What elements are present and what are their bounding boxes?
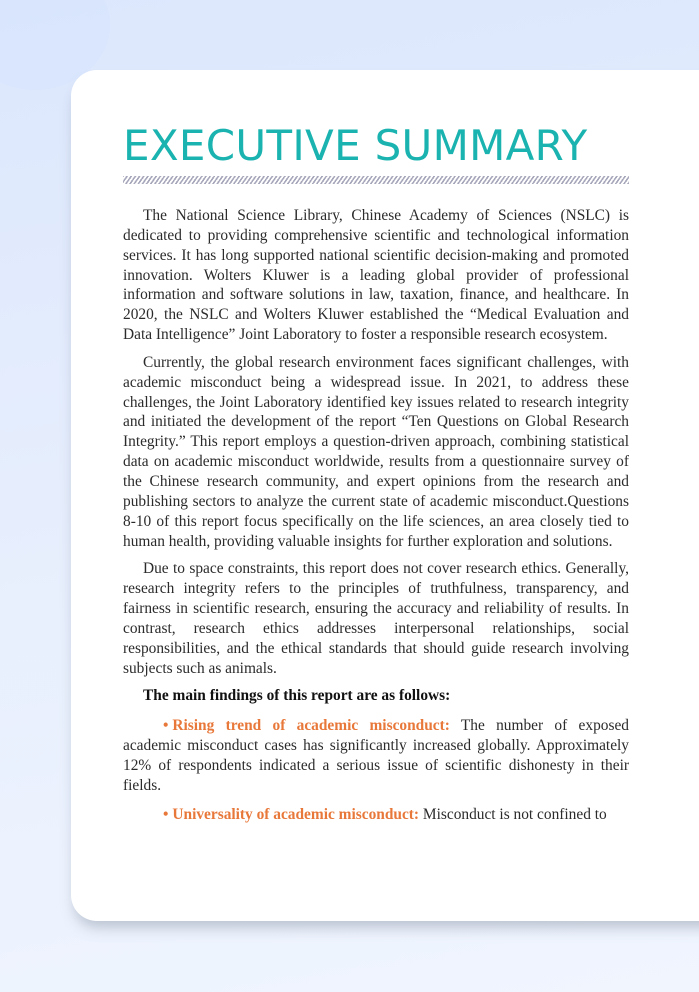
finding-item <box>123 805 629 825</box>
summary-body <box>123 206 629 833</box>
page-title: EXECUTIVE SUMMARY <box>123 121 588 170</box>
bullet-icon: • <box>163 717 169 735</box>
paragraph-context: Currently, the global research environment faces significant challenges, with academic misconduct being a widespread issue. In 2021, to address these challenges, the Joint Laboratory identified key issues related to research integrity and initiated the development of the report “Ten Questions on Global Research Integrity.” This report employs a question-driven approach, combining statistical data on academic misconduct worldwide, results from a questionnaire survey of the Chinese research community, and expert opinions from the research and publishing sectors to analyze the current state of academic misconduct.Questions 8-10 of this report focus specifically on the life sciences, an area closely tied to human health, providing valuable insights for further exploration and solutions. <box>123 353 629 550</box>
title-hatched-divider <box>123 176 629 184</box>
finding-label: Universality of academic misconduct: <box>172 805 420 823</box>
finding-label: Rising trend of academic misconduct: <box>172 717 450 735</box>
paragraph-scope: Due to space constraints, this report does not cover research ethics. Generally, research integrity refers to the principles of truthfulness, transparency, and fairness in scientific research, ensuring the accuracy and reliability of results. In contrast, research ethics addresses interpersonal relationships, social responsibilities, and the ethical standards that should guide research involving subjects such as animals. <box>123 560 629 677</box>
finding-item <box>123 716 629 795</box>
document-page-card <box>71 70 699 921</box>
finding-text: Misconduct is not confined to <box>422 805 607 823</box>
paragraph-intro: The National Science Library, Chinese Academy of Sciences (NSLC) is dedicated to providing comprehensive scientific and technological information services. It has long supported national scientific decision-making and promoted innovation. Wolters Kluwer is a leading global provider of professional information and software solutions in law, taxation, finance, and healthcare. In 2020, the NSLC and Wolters Kluwer established the “Medical Evaluation and Data Intelligence” Joint Laboratory to foster a responsible research ecosystem. <box>123 207 629 344</box>
findings-heading: The main findings of this report are as follows: <box>143 687 451 705</box>
bullet-icon: • <box>163 805 169 823</box>
finding-text: The number of exposed academic misconduct cases has significantly increased globally. Approximately 12% of respondents indicated a serious issue of scientific dishonesty in their fields. <box>123 717 629 794</box>
